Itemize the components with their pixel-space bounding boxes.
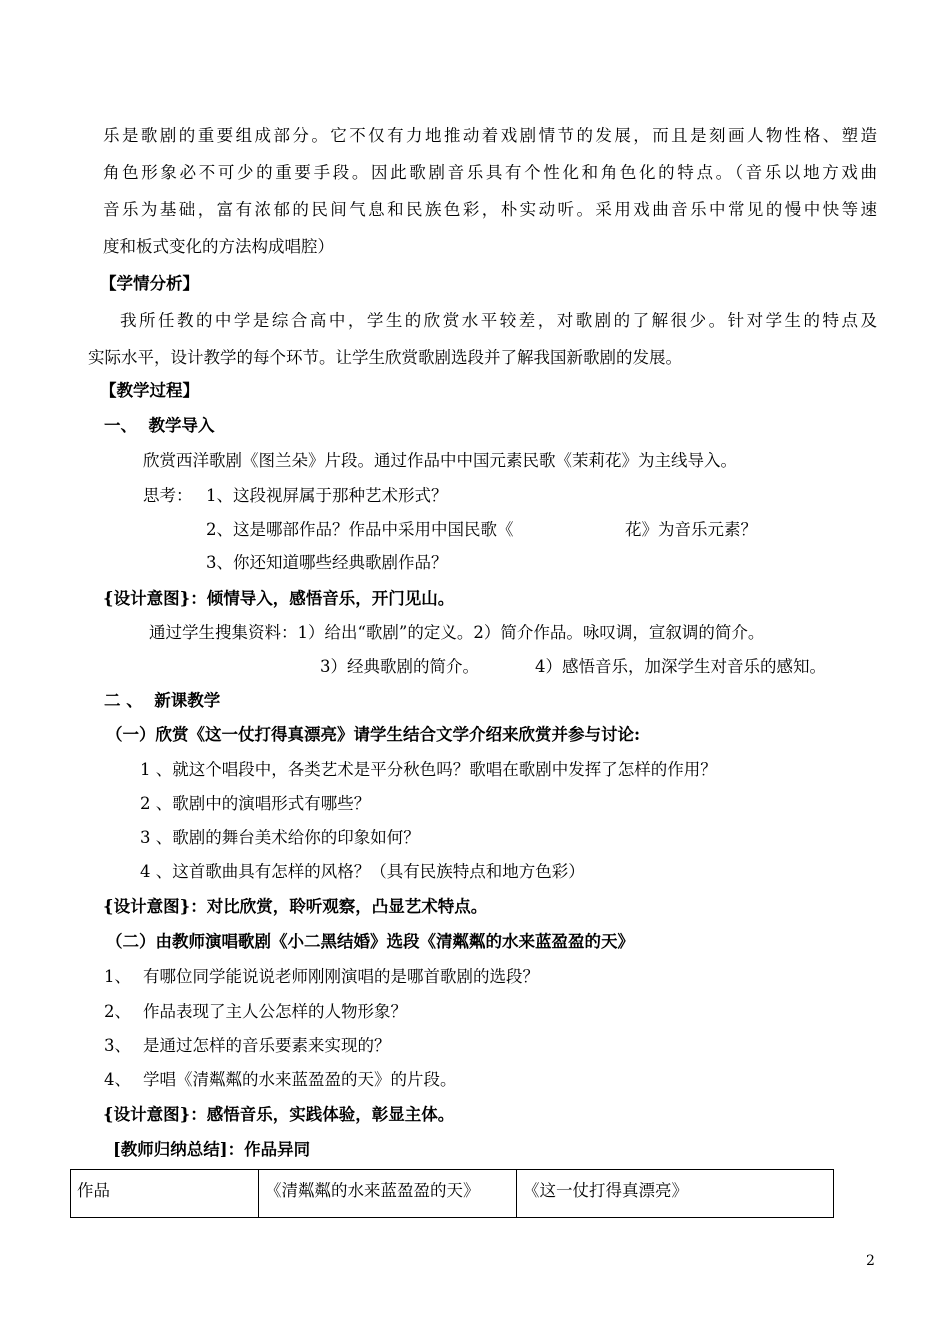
table-cell: 《这一仗打得真漂亮》 <box>523 1181 688 1200</box>
step-number: 2、 <box>104 1002 131 1021</box>
design-intent: {设计意图}：倾情导入，感悟音乐，开门见山。 <box>103 589 455 608</box>
step-item: 学唱《清粼粼的水来蓝盈盈的天》的片段。 <box>143 1070 457 1089</box>
step-number: 3、 <box>104 1036 131 1055</box>
table-cell: 作品 <box>71 1170 259 1217</box>
analysis-line: 我所任教的中学是综合高中，学生的欣赏水平较差，对歌剧的了解很少。针对学生的特点及 <box>120 311 877 330</box>
section1-intro: 欣赏西洋歌剧《图兰朵》片段。通过作品中中国元素民歌《茉莉花》为主线导入。 <box>143 451 737 470</box>
section-heading-process: 【教学过程】 <box>100 381 199 400</box>
materials-line: 4）感悟音乐，加深学生对音乐的感知。 <box>535 657 826 676</box>
section2-title: 二 、 新课教学 <box>104 691 221 710</box>
section-heading-analysis: 【学情分析】 <box>100 274 199 293</box>
discussion-item: 3 、歌剧的舞台美术给你的印象如何？ <box>140 828 420 847</box>
table-cell: 《清粼粼的水来蓝盈盈的天》 <box>259 1170 517 1217</box>
discussion-item: 2 、歌剧中的演唱形式有哪些？ <box>140 794 371 813</box>
comparison-table <box>70 1169 834 1218</box>
step-item: 作品表现了主人公怎样的人物形象？ <box>143 1002 407 1021</box>
question-item: 1、这段视屏属于那种艺术形式？ <box>206 486 448 505</box>
materials-line: 3）经典歌剧的简介。 <box>320 657 479 676</box>
step-number: 1、 <box>104 967 131 986</box>
section1-title: 一、 教学导入 <box>104 416 215 435</box>
question-item-tail: 花》为音乐元素？ <box>625 520 757 539</box>
step-item: 是通过怎样的音乐要素来实现的？ <box>143 1036 391 1055</box>
design-intent: {设计意图}：感悟音乐，实践体验，彰显主体。 <box>103 1105 455 1124</box>
subsection1-title: （一）欣赏《这一仗打得真漂亮》请学生结合文学介绍来欣赏并参与讨论: <box>106 725 641 744</box>
paragraph-line: 角色形象必不可少的重要手段。因此歌剧音乐具有个性化和角色化的特点。（音乐以地方戏曲 <box>103 163 877 182</box>
analysis-line: 实际水平，设计教学的每个环节。让学生欣赏歌剧选段并了解我国新歌剧的发展。 <box>88 348 682 367</box>
subsection2-title: （二）由教师演唱歌剧《小二黑结婚》选段《清粼粼的水来蓝盈盈的天》 <box>106 932 634 951</box>
paragraph-line: 度和板式变化的方法构成唱腔） <box>103 237 334 256</box>
discussion-item: 4 、这首歌曲具有怎样的风格？（具有民族特点和地方色彩） <box>140 862 585 881</box>
teacher-summary: [教师归纳总结]：作品异同 <box>113 1140 311 1159</box>
step-number: 4、 <box>104 1070 131 1089</box>
page-number: 2 <box>866 1253 875 1269</box>
paragraph-line: 乐是歌剧的重要组成部分。它不仅有力地推动着戏剧情节的发展，而且是刻画人物性格、塑造 <box>103 126 877 145</box>
step-item: 有哪位同学能说说老师刚刚演唱的是哪首歌剧的选段？ <box>143 967 539 986</box>
discussion-item: 1 、就这个唱段中，各类艺术是平分秋色吗？歌唱在歌剧中发挥了怎样的作用？ <box>140 760 717 779</box>
design-intent: {设计意图}：对比欣赏，聆听观察，凸显艺术特点。 <box>103 897 488 916</box>
question-item: 2、这是哪部作品？作品中采用中国民歌《 <box>206 520 514 539</box>
materials-line: 通过学生搜集资料：1）给出“歌剧”的定义。2）简介作品。咏叹调，宣叙调的简介。 <box>149 623 765 642</box>
paragraph-line: 音乐为基础，富有浓郁的民间气息和民族色彩，朴实动听。采用戏曲音乐中常见的慢中快等速 <box>103 200 877 219</box>
think-label: 思考： <box>143 486 193 505</box>
question-item: 3、你还知道哪些经典歌剧作品？ <box>206 553 448 572</box>
